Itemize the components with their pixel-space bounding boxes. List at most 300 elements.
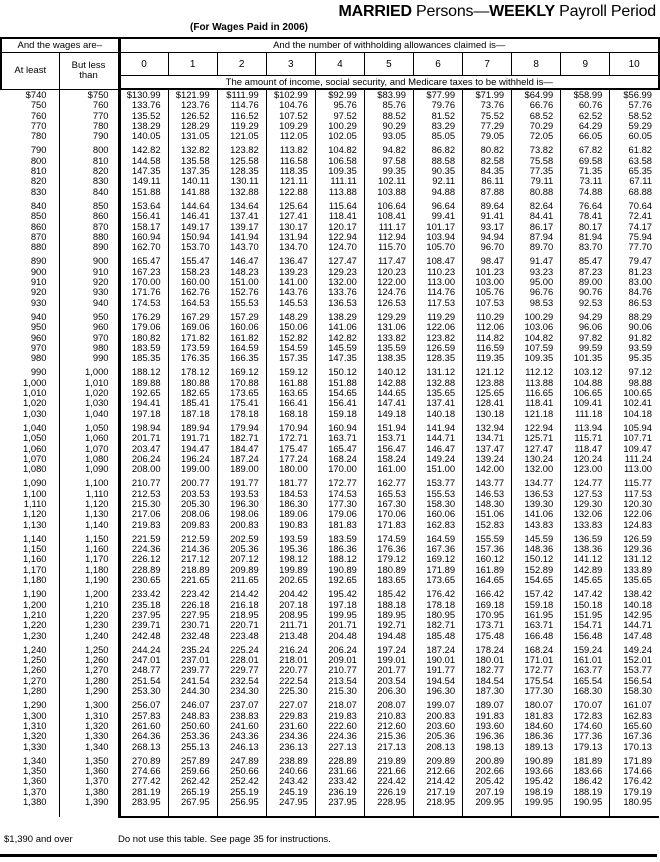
tax-amount-cell: 136.53 [512,489,561,499]
tax-amount-cell: 113.94 [561,423,610,433]
tax-amount-cell: 84.35 [463,166,512,176]
tax-amount-cell: 246.07 [168,700,217,710]
tax-amount-cell: $121.99 [168,89,217,100]
but-less-cell: 940 [59,298,119,308]
tax-amount-cell: 197.18 [119,409,168,419]
table-footer [0,834,660,846]
tax-amount-cell: 73.82 [512,145,561,155]
tax-amount-cell: 83.29 [413,121,462,131]
tax-amount-cell: 181.89 [561,756,610,766]
tax-amount-cell: 79.11 [512,176,561,186]
tax-amount-cell: 162.70 [119,242,168,252]
tax-amount-cell: 161.07 [610,700,659,710]
tax-amount-cell: 221.66 [364,766,413,776]
tax-amount-cell: 100.65 [610,388,659,398]
at-least-cell: 800 [30,154,47,166]
but-less-cell: 1,200 [59,589,119,599]
tax-amount-cell: 153.64 [119,201,168,211]
tax-amount-cell: 190.01 [413,655,462,665]
wage-bracket-row [1,131,659,141]
tax-amount-cell: 90.06 [610,322,659,332]
tax-amount-cell: 206.30 [364,686,413,696]
tax-amount-cell: 231.60 [266,721,315,731]
tax-amount-cell: 68.52 [512,111,561,121]
tax-amount-cell: 234.30 [217,686,266,696]
but-less-cell: 910 [59,267,119,277]
tax-amount-cell: 109.35 [512,353,561,363]
tax-amount-cell: 132.88 [413,378,462,388]
tax-amount-cell: 202.65 [266,575,315,585]
tax-amount-cell: 194.47 [168,444,217,454]
tax-amount-cell: 229.77 [217,665,266,675]
tax-amount-cell: 173.65 [217,388,266,398]
tax-amount-cell: 167.36 [610,731,659,741]
but-less-cell: 1,190 [59,575,119,585]
tax-amount-cell: 270.89 [119,756,168,766]
wage-bracket-row [1,242,659,252]
but-less-cell: 920 [59,277,119,287]
tax-amount-cell: 211.65 [217,575,266,585]
tax-amount-cell: 77.29 [463,121,512,131]
tax-amount-cell: 207.19 [463,787,512,797]
tax-amount-cell: 61.82 [610,145,659,155]
tax-amount-cell: 67.82 [561,145,610,155]
tax-amount-cell: 185.48 [413,631,462,641]
tax-amount-cell: 84.76 [610,287,659,297]
but-less-cell: 900 [59,256,119,266]
at-least-cell: 1,020 [23,397,47,409]
at-least-cell: 1,360 [23,775,47,787]
at-least-cell: 1,150 [23,543,47,555]
tax-amount-cell: 186.30 [266,499,315,509]
tax-amount-cell: 156.41 [315,398,364,408]
tax-amount-cell: 192.71 [364,620,413,630]
tax-amount-cell: 171.89 [413,565,462,575]
tax-amount-cell: 204.42 [266,589,315,599]
tax-amount-cell: 147.42 [561,589,610,599]
tax-amount-cell: 189.13 [512,742,561,752]
subtitle-wages-paid: (For Wages Paid in 2006) [190,22,308,33]
but-less-cell: 790 [59,131,119,141]
payroll-table-page [0,3,660,862]
tax-amount-cell: 104.76 [266,100,315,110]
tax-amount-cell: 247.95 [266,797,315,807]
tax-amount-cell: 142.89 [561,565,610,575]
tax-amount-cell: 126.59 [610,534,659,544]
tax-amount-cell: 128.29 [168,121,217,131]
tax-amount-cell: 209.89 [217,565,266,575]
at-least-cell: 1,010 [23,387,47,399]
tax-amount-cell: 218.07 [315,700,364,710]
tax-amount-cell: 199.95 [512,797,561,807]
tax-amount-cell: 134.64 [217,201,266,211]
allowance-col-8: 8 [512,53,561,76]
at-least-cell: 1,250 [23,654,47,666]
tax-amount-cell: 173.65 [413,575,462,585]
at-least-cell: 890 [30,255,47,267]
tax-amount-cell: 233.42 [315,776,364,786]
tax-amount-cell: 125.65 [463,388,512,398]
tax-amount-cell: 103.88 [364,187,413,197]
tax-amount-cell: 142.82 [119,145,168,155]
tax-amount-cell: 104.82 [315,145,364,155]
tax-amount-cell: 77.35 [512,166,561,176]
tax-amount-cell: 274.66 [119,766,168,776]
tax-amount-cell: 85.47 [561,256,610,266]
tax-amount-cell: 242.48 [119,631,168,641]
tax-amount-cell: 145.59 [512,534,561,544]
but-less-cell: 860 [59,211,119,221]
tax-amount-cell: 168.24 [512,645,561,655]
tax-amount-cell: 244.30 [168,686,217,696]
tax-amount-cell: 152.82 [266,333,315,343]
at-least-cell: 1,110 [23,497,47,509]
allowance-col-0: 0 [119,53,168,76]
tax-amount-cell: 265.19 [168,787,217,797]
tax-amount-cell: 63.58 [610,156,659,166]
stub-cell [413,807,462,817]
tax-amount-cell: 163.77 [561,665,610,675]
tax-amount-cell: 135.58 [168,156,217,166]
tax-amount-cell: 229.83 [266,711,315,721]
tax-amount-cell: 170.00 [315,464,364,474]
tax-amount-cell: 134.71 [463,433,512,443]
tax-amount-cell: 238.83 [217,711,266,721]
stub-cell [364,807,413,817]
tax-amount-cell: 227.13 [315,742,364,752]
tax-amount-cell: 129.36 [610,544,659,554]
tax-amount-cell: 217.19 [413,787,462,797]
tax-amount-cell: 126.52 [168,111,217,121]
tax-amount-cell: 111.18 [561,409,610,419]
tax-amount-cell: 179.19 [610,787,659,797]
tax-amount-cell: 115.77 [610,478,659,488]
tax-amount-cell: 136.53 [315,298,364,308]
tax-amount-cell: 268.13 [119,742,168,752]
tax-amount-cell: 149.18 [364,409,413,419]
tax-amount-cell: 97.58 [364,156,413,166]
tax-amount-cell: 134.77 [512,478,561,488]
tax-amount-cell: 117.53 [610,489,659,499]
tax-amount-cell: 70.64 [610,201,659,211]
tax-amount-cell: 98.47 [463,256,512,266]
tax-amount-cell: 87.94 [512,232,561,242]
tax-amount-cell: 126.53 [364,298,413,308]
tax-amount-cell: $77.99 [413,89,462,100]
tax-amount-cell: 152.89 [512,565,561,575]
at-least-cell: 880 [30,241,47,253]
tax-amount-cell: 148.29 [266,312,315,322]
tax-amount-cell: 194.48 [364,631,413,641]
tax-amount-cell: 118.41 [512,398,561,408]
but-less-cell: 1,110 [59,489,119,499]
tax-amount-cell: 177.36 [561,731,610,741]
at-least-cell: 1,320 [23,730,47,742]
tax-amount-cell: 215.30 [119,499,168,509]
tax-amount-cell: 136.47 [266,256,315,266]
tax-amount-cell: 152.76 [217,287,266,297]
tax-amount-cell: 155.59 [463,534,512,544]
tax-amount-cell: 157.29 [217,312,266,322]
tax-amount-cell: 96.70 [463,242,512,252]
at-least-cell: 910 [30,276,47,288]
at-least-cell: 1,260 [23,664,47,676]
tax-amount-cell: 173.71 [463,620,512,630]
tax-amount-cell: 158.23 [168,267,217,277]
tax-amount-cell: 80.88 [512,187,561,197]
tax-amount-cell: 111.11 [315,176,364,186]
tax-amount-cell: 85.05 [413,131,462,141]
tax-amount-cell: 185.42 [364,589,413,599]
tax-amount-cell: 93.17 [463,222,512,232]
tax-amount-cell: 179.94 [217,423,266,433]
tax-amount-cell: 168.18 [266,409,315,419]
tax-amount-cell: 203.53 [168,489,217,499]
tax-amount-cell: 139.24 [463,454,512,464]
tax-amount-cell: 183.66 [561,766,610,776]
tax-amount-cell: 119.35 [463,353,512,363]
tax-amount-cell: 121.05 [217,131,266,141]
tax-amount-cell: 138.42 [610,589,659,599]
tax-amount-cell: 113.00 [610,464,659,474]
tax-amount-cell: 98.53 [512,298,561,308]
tax-amount-cell: 146.47 [413,444,462,454]
but-less-cell: 1,220 [59,610,119,620]
tax-amount-cell: 183.59 [119,343,168,353]
tax-amount-cell: 99.35 [364,166,413,176]
tax-amount-cell: 217.13 [364,742,413,752]
tax-amount-cell: 125.64 [266,201,315,211]
tax-amount-cell: 163.71 [512,620,561,630]
tax-amount-cell: 118.35 [266,166,315,176]
allowance-col-3: 3 [266,53,315,76]
tax-amount-cell: 203.60 [413,721,462,731]
tax-amount-cell: 163.65 [266,388,315,398]
tax-amount-cell: 184.60 [512,721,561,731]
tax-amount-cell: $83.99 [364,89,413,100]
tax-amount-cell: 213.54 [315,676,364,686]
tax-amount-cell: 81.94 [561,232,610,242]
but-less-cell: 850 [59,201,119,211]
tax-amount-cell: 245.19 [266,787,315,797]
tax-amount-cell: 205.30 [168,499,217,509]
at-least-cell: 760 [30,109,47,121]
tax-amount-cell: 172.77 [512,665,561,675]
tax-amount-cell: 165.47 [315,444,364,454]
tax-amount-cell: 151.88 [119,187,168,197]
tax-amount-cell: 142.95 [610,610,659,620]
but-less-cell: 1,370 [59,776,119,786]
tax-amount-cell: 144.64 [168,201,217,211]
tax-amount-cell: 114.76 [217,100,266,110]
tax-amount-cell: 103.94 [413,232,462,242]
tax-amount-cell: 253.36 [168,731,217,741]
tax-amount-cell: 277.42 [119,776,168,786]
tax-amount-cell: 248.77 [119,665,168,675]
at-least-cell: 850 [30,210,47,222]
at-least-cell: 860 [30,220,47,232]
tax-amount-cell: 241.60 [217,721,266,731]
tax-amount-cell: 154.71 [561,620,610,630]
tax-amount-cell: 256.95 [217,797,266,807]
tax-amount-cell: 226.19 [364,787,413,797]
tax-amount-cell: 189.88 [119,378,168,388]
tax-amount-cell: 135.52 [119,111,168,121]
but-less-cell: 780 [59,121,119,131]
tax-amount-cell: 130.17 [266,222,315,232]
allowance-col-9: 9 [561,53,610,76]
tax-amount-cell: 165.60 [610,721,659,731]
tax-amount-cell: 144.58 [119,156,168,166]
tax-amount-cell: 170.94 [266,423,315,433]
wage-bracket-row [1,686,659,696]
tax-amount-cell: 107.53 [463,298,512,308]
tax-amount-cell: 253.30 [119,686,168,696]
tax-amount-cell: 83.00 [610,277,659,287]
tax-amount-cell: 218.89 [168,565,217,575]
at-least-cell: 950 [30,321,47,333]
tax-amount-cell: 157.35 [266,353,315,363]
tax-amount-cell: 151.00 [217,277,266,287]
tax-amount-cell: 127.53 [561,489,610,499]
tax-amount-cell: 113.88 [315,187,364,197]
tax-amount-cell: 89.64 [463,201,512,211]
but-less-cell: 1,060 [59,433,119,443]
tax-amount-cell: 91.82 [610,333,659,343]
tax-amount-cell: 179.06 [315,509,364,519]
tax-amount-cell: 97.52 [315,111,364,121]
tax-amount-cell: 174.53 [119,298,168,308]
tax-amount-cell: 237.07 [217,700,266,710]
tax-amount-cell: 90.35 [413,166,462,176]
tax-amount-cell: 195.42 [315,589,364,599]
title-weekly: WEEKLY [489,3,555,20]
tax-amount-cell: 74.17 [610,222,659,232]
tax-amount-cell: 175.47 [266,444,315,454]
tax-amount-cell: 206.24 [119,454,168,464]
tax-amount-cell: 184.54 [463,676,512,686]
tax-amount-cell: 166.41 [266,398,315,408]
tax-amount-cell: 102.05 [315,131,364,141]
tax-amount-cell: 181.83 [512,711,561,721]
tax-amount-cell: 176.42 [610,776,659,786]
tax-amount-cell: 224.42 [364,776,413,786]
stub-cell [59,807,119,817]
but-less-cell: 1,310 [59,711,119,721]
tax-amount-cell: 80.17 [561,222,610,232]
tax-amount-cell: 132.00 [512,464,561,474]
tax-amount-cell: 178.12 [168,367,217,377]
stub-cell [561,807,610,817]
tax-amount-cell: 180.00 [266,464,315,474]
tax-amount-cell: 77.70 [610,242,659,252]
but-less-cell: 1,210 [59,600,119,610]
tax-amount-cell: 152.83 [463,520,512,530]
tax-amount-cell: 64.29 [561,121,610,131]
tax-amount-cell: 225.24 [217,645,266,655]
tax-amount-cell: 191.83 [463,711,512,721]
tax-amount-cell: 145.65 [561,575,610,585]
at-least-cell: 1,130 [23,518,47,530]
but-less-cell: 1,380 [59,787,119,797]
tax-amount-cell: 129.29 [364,312,413,322]
but-less-cell: 810 [59,156,119,166]
tax-amount-cell: 128.41 [463,398,512,408]
tax-amount-cell: 160.06 [413,509,462,519]
tax-amount-cell: 153.71 [364,433,413,443]
at-least-cell: 1,100 [23,487,47,499]
tax-amount-cell: 164.59 [217,343,266,353]
tax-amount-cell: 115.64 [315,201,364,211]
tax-amount-cell: 137.35 [168,166,217,176]
tax-amount-cell: 67.11 [610,176,659,186]
tax-amount-cell: 57.76 [610,100,659,110]
but-less-line2: than [79,69,98,81]
tax-amount-cell: 65.35 [610,166,659,176]
tax-amount-cell: 189.06 [266,509,315,519]
tax-amount-cell: 73.76 [463,100,512,110]
tax-amount-cell: 214.36 [168,544,217,554]
tax-amount-cell: 210.83 [364,711,413,721]
stub-cell [315,807,364,817]
tax-amount-cell: 133.76 [119,100,168,110]
tax-amount-cell: 150.12 [512,554,561,564]
tax-amount-cell: 116.59 [463,343,512,353]
wage-bracket-row [1,187,659,197]
footer-wage-range: $1,390 and over [4,834,73,846]
tax-amount-cell: 151.94 [364,423,413,433]
tax-amount-cell: 231.66 [315,766,364,776]
tax-amount-cell: 148.30 [463,499,512,509]
tax-amount-cell: 97.82 [561,333,610,343]
tax-amount-cell: 228.89 [315,756,364,766]
tax-amount-cell: 178.18 [217,409,266,419]
tax-amount-cell: 92.53 [561,298,610,308]
tax-amount-cell: 129.23 [315,267,364,277]
tax-amount-cell: 86.11 [463,176,512,186]
tax-amount-cell: 103.06 [512,322,561,332]
allowance-col-1: 1 [168,53,217,76]
tax-amount-cell: 119.29 [413,312,462,322]
stub-cell [610,807,659,817]
at-least-cell: 750 [30,99,47,111]
but-less-cell: 1,170 [59,554,119,564]
tax-amount-cell: 155.53 [413,489,462,499]
but-less-cell: 1,280 [59,676,119,686]
tax-amount-cell: 158.30 [413,499,462,509]
table-bottom-stub [1,807,659,817]
tax-amount-cell: 154.65 [512,575,561,585]
at-least-cell: 1,240 [23,643,47,655]
tax-amount-cell: 206.24 [315,645,364,655]
tax-amount-cell: 171.01 [512,655,561,665]
tax-amount-cell: 162.83 [610,711,659,721]
tax-amount-cell: 181.77 [266,478,315,488]
tax-amount-cell: 131.06 [364,322,413,332]
tax-amount-cell: 219.89 [364,756,413,766]
tax-amount-cell: 66.05 [561,131,610,141]
tax-amount-cell: 237.95 [119,610,168,620]
at-least-cell: 830 [30,185,47,197]
tax-amount-cell: 152.01 [610,655,659,665]
at-least-cell: 1,290 [23,699,47,711]
tax-amount-cell: 200.83 [217,520,266,530]
title-married: MARRIED [338,3,412,20]
tax-amount-cell: 177.30 [512,686,561,696]
tax-amount-cell: 197.18 [315,600,364,610]
tax-amount-cell: 230.65 [119,575,168,585]
tax-amount-cell: 177.24 [266,454,315,464]
